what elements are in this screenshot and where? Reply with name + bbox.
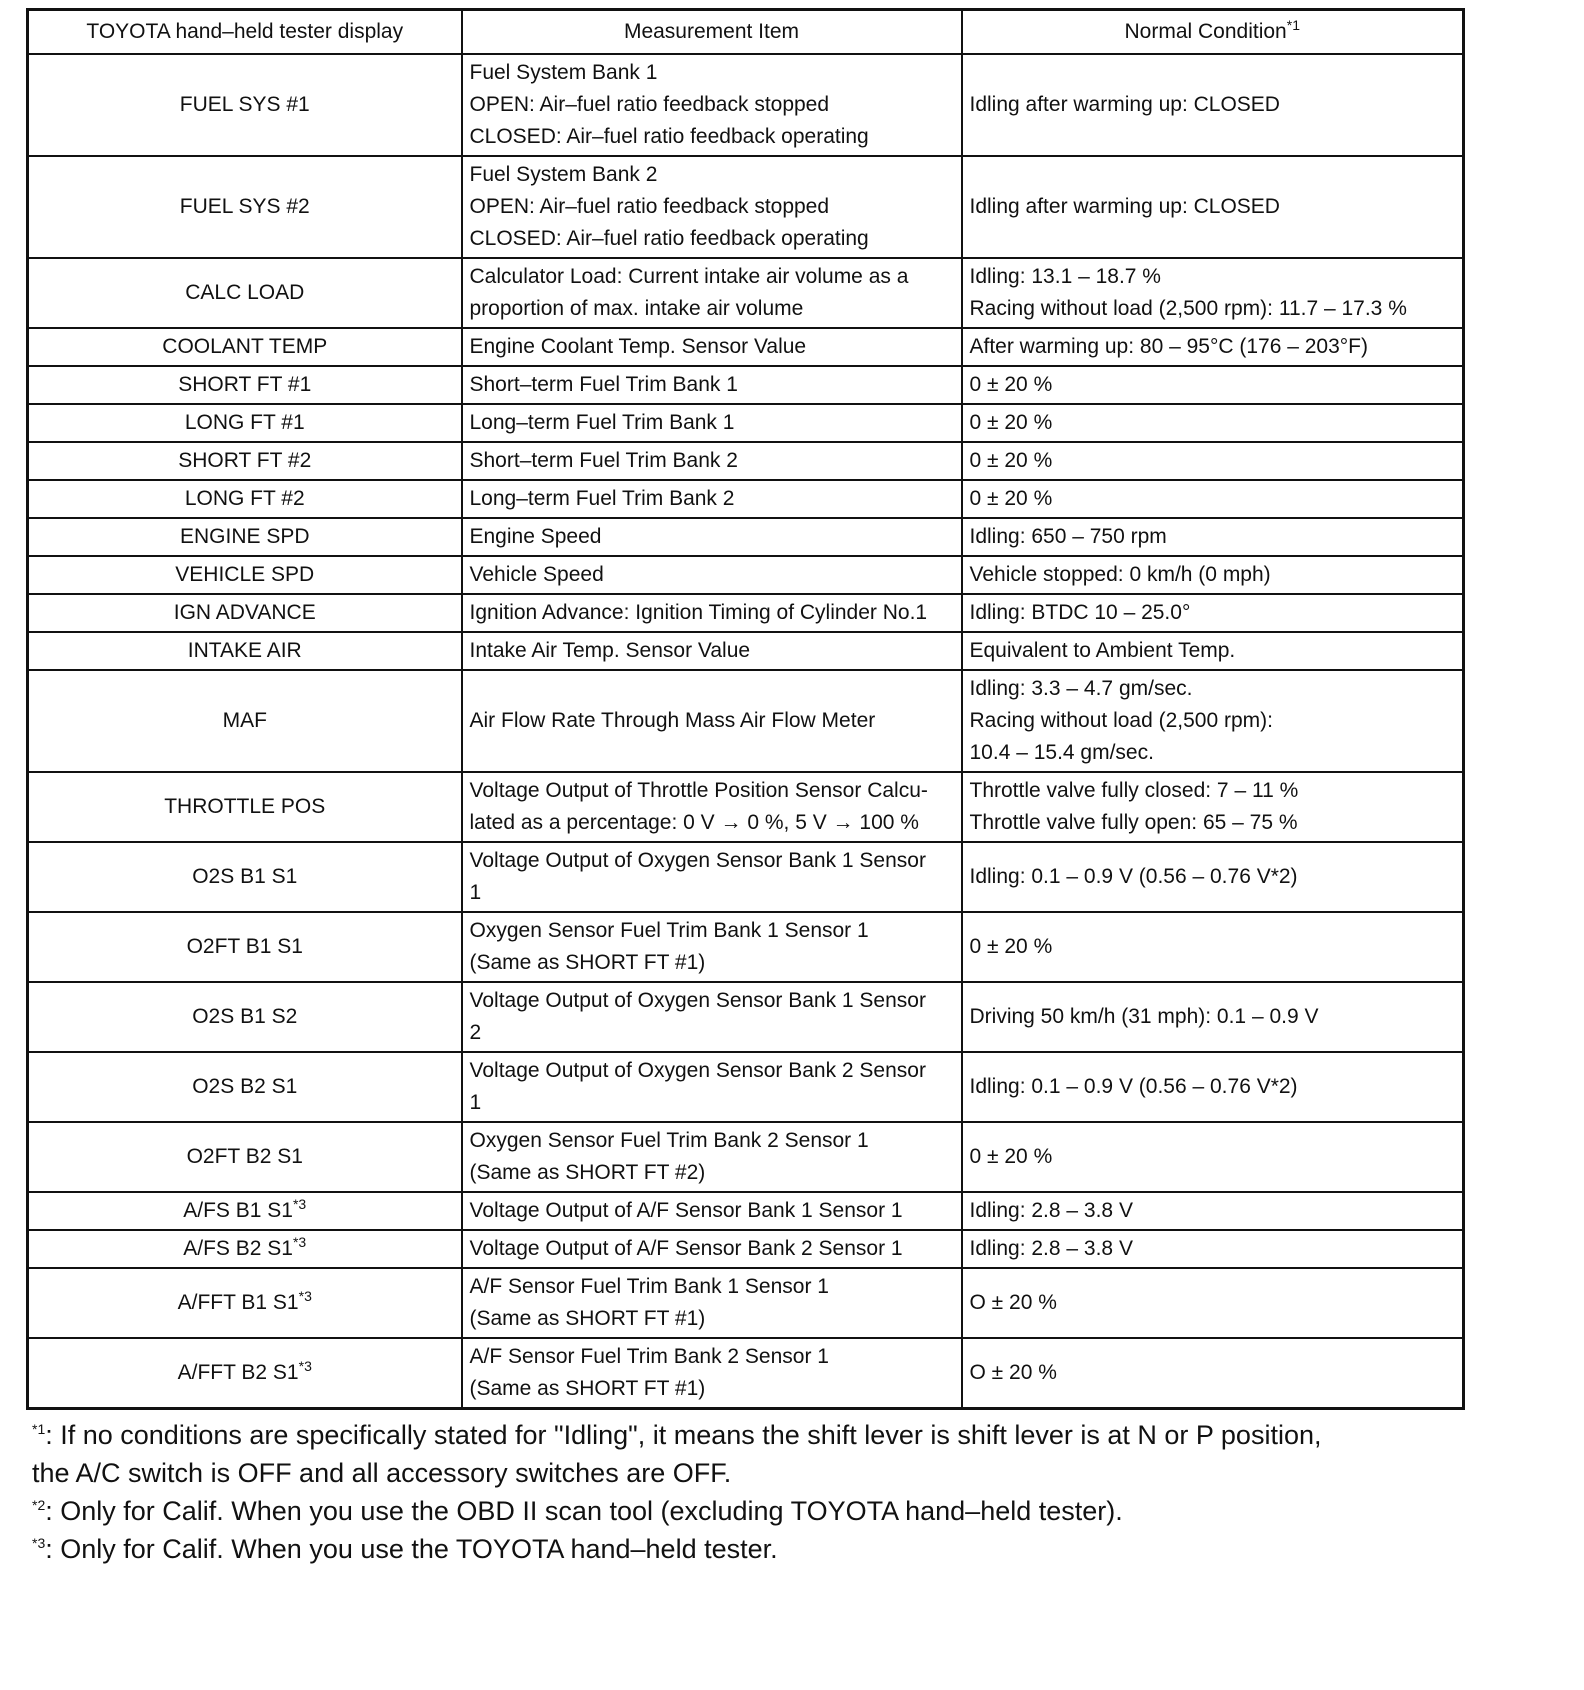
tester-display-label: LONG FT #2	[184, 487, 305, 510]
header-normal-condition-label: Normal Condition	[1124, 20, 1287, 43]
tester-display-cell	[28, 328, 462, 366]
normal-condition-cell	[962, 480, 1464, 518]
tester-display-label: ENGINE SPD	[179, 525, 310, 548]
measurement-line: lated as a percentage: 0 V → 0 %, 5 V → 100 %	[469, 811, 919, 834]
normal-condition-line: Idling: 13.1 – 18.7 %	[969, 265, 1161, 288]
tester-display-cell	[28, 404, 462, 442]
measurement-line: (Same as SHORT FT #1)	[469, 1377, 706, 1400]
tester-display-cell	[28, 1338, 462, 1409]
normal-condition-line: Idling after warming up: CLOSED	[969, 93, 1280, 116]
normal-condition-line: 0 ± 20 %	[969, 1145, 1053, 1168]
table-row	[28, 982, 1464, 1052]
measurement-line: Short–term Fuel Trim Bank 2	[469, 449, 738, 472]
measurement-line: Fuel System Bank 2	[469, 163, 658, 186]
tester-display-label: INTAKE AIR	[187, 639, 302, 662]
tester-display-cell	[28, 1192, 462, 1230]
normal-condition-cell	[962, 594, 1464, 632]
normal-condition-cell	[962, 1230, 1464, 1268]
measurement-item-cell	[462, 1122, 962, 1192]
table-row	[28, 912, 1464, 982]
footnote-1-continued	[32, 1454, 1462, 1492]
normal-condition-line: 0 ± 20 %	[969, 487, 1053, 510]
normal-condition-line: After warming up: 80 – 95°C (176 – 203°F)	[969, 335, 1368, 358]
header-measurement-item: Measurement Item	[462, 10, 962, 55]
measurement-item-cell	[462, 1338, 962, 1409]
normal-condition-line: Idling: 650 – 750 rpm	[969, 525, 1167, 548]
footnote-mark: *2	[32, 1497, 46, 1513]
tester-display-cell	[28, 1268, 462, 1338]
table-row	[28, 518, 1464, 556]
measurement-item-cell	[462, 670, 962, 772]
measurement-item-cell	[462, 258, 962, 328]
measurement-item-cell	[462, 480, 962, 518]
tester-display-label: O2FT B2 S1	[186, 1145, 303, 1168]
table-row	[28, 54, 1464, 156]
measurement-line: OPEN: Air–fuel ratio feedback stopped	[469, 93, 830, 116]
footnote-mark: *3	[292, 1196, 307, 1212]
measurement-item-cell	[462, 518, 962, 556]
normal-condition-line: Throttle valve fully closed: 7 – 11 %	[969, 779, 1299, 802]
table-row	[28, 1192, 1464, 1230]
normal-condition-cell	[962, 1052, 1464, 1122]
table-row	[28, 480, 1464, 518]
tester-display-cell	[28, 912, 462, 982]
tester-display-cell	[28, 632, 462, 670]
normal-condition-cell	[962, 632, 1464, 670]
tester-display-label: A/FFT B1 S1	[177, 1291, 299, 1314]
table-row	[28, 258, 1464, 328]
tester-display-cell	[28, 480, 462, 518]
footnote-1	[32, 1416, 1462, 1454]
normal-condition-line: Throttle valve fully open: 65 – 75 %	[969, 811, 1298, 834]
table-body	[28, 54, 1464, 1409]
footnote-text: the A/C switch is OFF and all accessory switches are OFF.	[32, 1458, 732, 1488]
tester-display-cell	[28, 1230, 462, 1268]
measurement-item-cell	[462, 442, 962, 480]
normal-condition-line: Idling: 0.1 – 0.9 V (0.56 – 0.76 V*2)	[969, 1075, 1298, 1098]
normal-condition-cell	[962, 1338, 1464, 1409]
measurement-line: 1	[469, 1091, 482, 1114]
normal-condition-line: 0 ± 20 %	[969, 449, 1053, 472]
tester-display-cell	[28, 442, 462, 480]
tester-display-cell	[28, 258, 462, 328]
tester-display-label: LONG FT #1	[184, 411, 305, 434]
tester-display-label: FUEL SYS #2	[179, 195, 310, 218]
normal-condition-line: Idling: 0.1 – 0.9 V (0.56 – 0.76 V*2)	[969, 865, 1298, 888]
table-row	[28, 1122, 1464, 1192]
normal-condition-cell	[962, 1192, 1464, 1230]
measurement-item-cell	[462, 156, 962, 258]
tester-display-label: CALC LOAD	[185, 281, 305, 304]
table-row	[28, 556, 1464, 594]
tester-display-cell	[28, 366, 462, 404]
tester-display-label: MAF	[222, 709, 267, 732]
table-row	[28, 842, 1464, 912]
table-row	[28, 772, 1464, 842]
tester-display-label: THROTTLE POS	[164, 795, 326, 818]
table-row	[28, 1052, 1464, 1122]
footnote-mark: *3	[298, 1358, 312, 1374]
footnote-mark: *3	[32, 1535, 46, 1551]
measurement-item-cell	[462, 772, 962, 842]
footnote-mark: *3	[292, 1234, 307, 1250]
normal-condition-cell	[962, 518, 1464, 556]
tester-display-cell	[28, 1122, 462, 1192]
footnotes	[26, 1416, 1462, 1568]
normal-condition-cell	[962, 404, 1464, 442]
measurement-line: Voltage Output of A/F Sensor Bank 2 Sensor 1	[469, 1237, 903, 1260]
measurement-line: 1	[469, 881, 482, 904]
header-tester-display: TOYOTA hand–held tester display	[28, 10, 462, 55]
header-normal-condition	[962, 10, 1464, 55]
normal-condition-cell	[962, 982, 1464, 1052]
measurement-line: Voltage Output of Oxygen Sensor Bank 1 Sensor	[469, 849, 926, 872]
measurement-line: 2	[469, 1021, 482, 1044]
footnote-mark: *3	[298, 1288, 312, 1304]
measurement-item-cell	[462, 594, 962, 632]
normal-condition-cell	[962, 670, 1464, 772]
measurement-line: Intake Air Temp. Sensor Value	[469, 639, 751, 662]
tester-display-cell	[28, 518, 462, 556]
normal-condition-line: 0 ± 20 %	[969, 935, 1053, 958]
tester-display-label: VEHICLE SPD	[175, 563, 315, 586]
normal-condition-line: Racing without load (2,500 rpm):	[969, 709, 1273, 732]
tester-display-label: A/FFT B2 S1	[177, 1361, 299, 1384]
normal-condition-line: Driving 50 km/h (31 mph): 0.1 – 0.9 V	[969, 1005, 1319, 1028]
measurement-item-cell	[462, 1230, 962, 1268]
measurement-line: (Same as SHORT FT #1)	[469, 1307, 706, 1330]
table-row	[28, 670, 1464, 772]
measurement-line: (Same as SHORT FT #1)	[469, 951, 706, 974]
measurement-line: Ignition Advance: Ignition Timing of Cylinder No.1	[469, 601, 928, 624]
tester-display-cell	[28, 54, 462, 156]
measurement-line: Long–term Fuel Trim Bank 2	[469, 487, 735, 510]
table-row	[28, 328, 1464, 366]
measurement-item-cell	[462, 54, 962, 156]
tester-display-label: O2S B1 S1	[192, 865, 298, 888]
tester-display-label: FUEL SYS #1	[179, 93, 310, 116]
tester-display-cell	[28, 594, 462, 632]
measurement-line: Short–term Fuel Trim Bank 1	[469, 373, 738, 396]
measurement-line: Long–term Fuel Trim Bank 1	[469, 411, 735, 434]
tester-display-label: O2S B2 S1	[192, 1075, 298, 1098]
measurement-item-cell	[462, 912, 962, 982]
normal-condition-line: O ± 20 %	[969, 1361, 1057, 1384]
measurement-line: OPEN: Air–fuel ratio feedback stopped	[469, 195, 830, 218]
measurement-line: CLOSED: Air–fuel ratio feedback operating	[469, 125, 869, 148]
header-footnote-mark: *1	[1286, 17, 1300, 33]
table-row	[28, 594, 1464, 632]
tester-display-cell	[28, 556, 462, 594]
footnote-3	[32, 1530, 1462, 1568]
tester-display-label: A/FS B2 S1	[183, 1237, 293, 1260]
table-row	[28, 442, 1464, 480]
measurement-line: Oxygen Sensor Fuel Trim Bank 2 Sensor 1	[469, 1129, 869, 1152]
tester-display-label: SHORT FT #1	[178, 373, 312, 396]
spec-document	[26, 8, 1462, 1568]
measurement-line: Voltage Output of Oxygen Sensor Bank 2 Sensor	[469, 1059, 926, 1082]
normal-condition-cell	[962, 1268, 1464, 1338]
measurement-line: Voltage Output of Throttle Position Sensor Calcu-	[469, 779, 928, 802]
measurement-line: Engine Coolant Temp. Sensor Value	[469, 335, 807, 358]
normal-condition-cell	[962, 772, 1464, 842]
normal-condition-cell	[962, 258, 1464, 328]
table-row	[28, 1230, 1464, 1268]
measurement-item-cell	[462, 556, 962, 594]
measurement-item-cell	[462, 632, 962, 670]
tester-display-label: SHORT FT #2	[178, 449, 312, 472]
normal-condition-cell	[962, 842, 1464, 912]
footnote-text: : If no conditions are specifically stated for "Idling", it means the shift lever is shift lever is at N or P position,	[45, 1420, 1322, 1450]
footnote-text: : Only for Calif. When you use the TOYOTA hand–held tester.	[45, 1534, 778, 1564]
normal-condition-line: Idling after warming up: CLOSED	[969, 195, 1280, 218]
normal-condition-cell	[962, 156, 1464, 258]
table-row	[28, 632, 1464, 670]
normal-condition-cell	[962, 366, 1464, 404]
normal-condition-line: Idling: 2.8 – 3.8 V	[969, 1237, 1133, 1260]
measurement-line: Voltage Output of A/F Sensor Bank 1 Sensor 1	[469, 1199, 903, 1222]
measurement-line: Calculator Load: Current intake air volume as a proportion of max. intake air volume	[469, 265, 909, 320]
normal-condition-line: Racing without load (2,500 rpm): 11.7 – 17.3 %	[969, 297, 1407, 320]
tester-display-label: O2FT B1 S1	[186, 935, 303, 958]
measurement-item-cell	[462, 366, 962, 404]
tester-display-label: A/FS B1 S1	[183, 1199, 293, 1222]
measurement-line: Vehicle Speed	[469, 563, 604, 586]
normal-condition-line: 10.4 – 15.4 gm/sec.	[969, 741, 1154, 764]
tester-display-cell	[28, 842, 462, 912]
normal-condition-cell	[962, 54, 1464, 156]
measurement-item-cell	[462, 1268, 962, 1338]
measurement-line: Voltage Output of Oxygen Sensor Bank 1 Sensor	[469, 989, 926, 1012]
tester-display-cell	[28, 670, 462, 772]
normal-condition-cell	[962, 556, 1464, 594]
measurement-item-cell	[462, 842, 962, 912]
measurement-item-cell	[462, 328, 962, 366]
table-header-row	[28, 10, 1464, 55]
footnote-mark: *1	[32, 1421, 46, 1437]
normal-condition-line: Idling: 2.8 – 3.8 V	[969, 1199, 1133, 1222]
table-row	[28, 1268, 1464, 1338]
tester-display-cell	[28, 982, 462, 1052]
tester-display-label: IGN ADVANCE	[173, 601, 316, 624]
measurement-line: (Same as SHORT FT #2)	[469, 1161, 706, 1184]
normal-condition-line: 0 ± 20 %	[969, 411, 1053, 434]
table-row	[28, 1338, 1464, 1409]
measurement-line: A/F Sensor Fuel Trim Bank 2 Sensor 1	[469, 1345, 829, 1368]
measurement-item-cell	[462, 1192, 962, 1230]
normal-condition-cell	[962, 912, 1464, 982]
data-list-table	[26, 8, 1465, 1410]
normal-condition-line: Idling: BTDC 10 – 25.0°	[969, 601, 1191, 624]
measurement-line: Fuel System Bank 1	[469, 61, 658, 84]
normal-condition-cell	[962, 442, 1464, 480]
normal-condition-line: Equivalent to Ambient Temp.	[969, 639, 1236, 662]
measurement-line: A/F Sensor Fuel Trim Bank 1 Sensor 1	[469, 1275, 829, 1298]
normal-condition-line: O ± 20 %	[969, 1291, 1057, 1314]
footnote-2	[32, 1492, 1462, 1530]
measurement-line: CLOSED: Air–fuel ratio feedback operating	[469, 227, 869, 250]
normal-condition-line: Vehicle stopped: 0 km/h (0 mph)	[969, 563, 1271, 586]
table-row	[28, 366, 1464, 404]
measurement-item-cell	[462, 404, 962, 442]
normal-condition-line: Idling: 3.3 – 4.7 gm/sec.	[969, 677, 1193, 700]
table-row	[28, 404, 1464, 442]
normal-condition-line: 0 ± 20 %	[969, 373, 1053, 396]
measurement-item-cell	[462, 1052, 962, 1122]
tester-display-cell	[28, 156, 462, 258]
normal-condition-cell	[962, 328, 1464, 366]
measurement-item-cell	[462, 982, 962, 1052]
table-row	[28, 156, 1464, 258]
measurement-line: Engine Speed	[469, 525, 602, 548]
normal-condition-cell	[962, 1122, 1464, 1192]
tester-display-label: COOLANT TEMP	[162, 335, 328, 358]
tester-display-label: O2S B1 S2	[192, 1005, 298, 1028]
tester-display-cell	[28, 1052, 462, 1122]
tester-display-cell	[28, 772, 462, 842]
measurement-line: Oxygen Sensor Fuel Trim Bank 1 Sensor 1	[469, 919, 869, 942]
measurement-line: Air Flow Rate Through Mass Air Flow Meter	[469, 709, 876, 732]
footnote-text: : Only for Calif. When you use the OBD II scan tool (excluding TOYOTA hand–held tester).	[45, 1496, 1123, 1526]
